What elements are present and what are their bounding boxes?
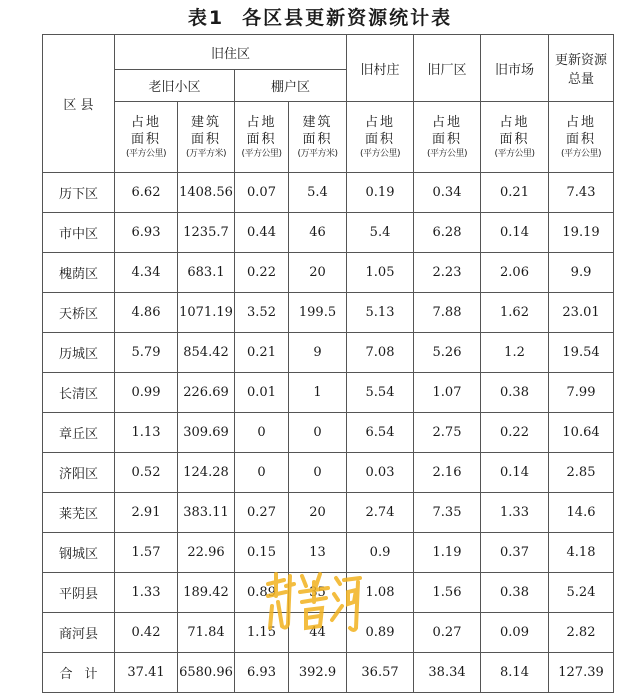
cell-c7: 1.62 bbox=[481, 293, 549, 333]
header-district: 区 县 bbox=[43, 35, 115, 173]
total-c1: 37.41 bbox=[115, 653, 178, 693]
district-name: 槐荫区 bbox=[43, 253, 115, 293]
cell-c7: 0.38 bbox=[481, 573, 549, 613]
cell-c7: 0.14 bbox=[481, 453, 549, 493]
cell-c1: 0.52 bbox=[115, 453, 178, 493]
cell-c8: 7.99 bbox=[549, 373, 614, 413]
cell-c6: 1.07 bbox=[414, 373, 481, 413]
table-row bbox=[43, 253, 614, 293]
cell-c2: 124.28 bbox=[178, 453, 235, 493]
table-row bbox=[43, 373, 614, 413]
cell-c7: 1.2 bbox=[481, 333, 549, 373]
cell-c3: 0 bbox=[235, 413, 289, 453]
table-row bbox=[43, 413, 614, 453]
total-label: 合计 bbox=[43, 653, 115, 693]
cell-c8: 9.9 bbox=[549, 253, 614, 293]
cell-c3: 0.15 bbox=[235, 533, 289, 573]
table-row bbox=[43, 173, 614, 213]
cell-c2: 1235.7 bbox=[178, 213, 235, 253]
cell-c3: 0.01 bbox=[235, 373, 289, 413]
district-name: 长清区 bbox=[43, 373, 115, 413]
subheader-4 bbox=[289, 102, 347, 173]
cell-c7: 0.38 bbox=[481, 373, 549, 413]
cell-c5: 0.89 bbox=[347, 613, 414, 653]
cell-c4: 199.5 bbox=[289, 293, 347, 333]
subheader-label: 占地面积 bbox=[131, 114, 162, 147]
cell-c4: 0 bbox=[289, 453, 347, 493]
subheader-unit: (平方公里) bbox=[561, 148, 602, 159]
cell-c1: 5.79 bbox=[115, 333, 178, 373]
cell-c4: 9 bbox=[289, 333, 347, 373]
subheader-2 bbox=[178, 102, 235, 173]
total-c3: 6.93 bbox=[235, 653, 289, 693]
cell-c2: 226.69 bbox=[178, 373, 235, 413]
cell-c8: 2.85 bbox=[549, 453, 614, 493]
header-old-community: 老旧小区 bbox=[115, 70, 235, 102]
cell-c3: 0 bbox=[235, 453, 289, 493]
table-row bbox=[43, 333, 614, 373]
cell-c4: 46 bbox=[289, 213, 347, 253]
cell-c6: 7.35 bbox=[414, 493, 481, 533]
cell-c2: 1408.56 bbox=[178, 173, 235, 213]
subheader-5 bbox=[347, 102, 414, 173]
cell-c1: 6.93 bbox=[115, 213, 178, 253]
cell-c8: 14.6 bbox=[549, 493, 614, 533]
district-name: 历下区 bbox=[43, 173, 115, 213]
total-c5: 36.57 bbox=[347, 653, 414, 693]
cell-c4: 35 bbox=[289, 573, 347, 613]
cell-c1: 1.57 bbox=[115, 533, 178, 573]
cell-c6: 1.56 bbox=[414, 573, 481, 613]
cell-c5: 2.74 bbox=[347, 493, 414, 533]
subheader-unit: (平方公里) bbox=[125, 148, 167, 159]
subheader-unit: (万平方米) bbox=[297, 148, 338, 159]
cell-c2: 1071.19 bbox=[178, 293, 235, 333]
table-row bbox=[43, 213, 614, 253]
cell-c1: 4.86 bbox=[115, 293, 178, 333]
total-c2: 6580.96 bbox=[178, 653, 235, 693]
table-row bbox=[43, 613, 614, 653]
subheader-label: 占地面积 bbox=[566, 114, 597, 147]
district-name: 莱芜区 bbox=[43, 493, 115, 533]
subheader-unit: (平方公里) bbox=[427, 148, 468, 159]
cell-c7: 1.33 bbox=[481, 493, 549, 533]
subheader-label: 占地面积 bbox=[432, 114, 463, 147]
subheader-7 bbox=[481, 102, 549, 173]
subheader-label: 占地面积 bbox=[365, 114, 396, 147]
cell-c2: 854.42 bbox=[178, 333, 235, 373]
cell-c7: 0.37 bbox=[481, 533, 549, 573]
district-name: 章丘区 bbox=[43, 413, 115, 453]
cell-c5: 1.08 bbox=[347, 573, 414, 613]
subheader-unit: (平方公里) bbox=[494, 148, 535, 159]
cell-c4: 20 bbox=[289, 253, 347, 293]
table-row bbox=[43, 293, 614, 333]
total-row bbox=[43, 653, 614, 693]
cell-c5: 1.05 bbox=[347, 253, 414, 293]
cell-c4: 1 bbox=[289, 373, 347, 413]
header-total-resource: 更新资源总量 bbox=[549, 35, 614, 102]
cell-c6: 6.28 bbox=[414, 213, 481, 253]
cell-c6: 0.27 bbox=[414, 613, 481, 653]
subheader-3 bbox=[235, 102, 289, 173]
cell-c1: 2.91 bbox=[115, 493, 178, 533]
cell-c8: 2.82 bbox=[549, 613, 614, 653]
cell-c3: 0.07 bbox=[235, 173, 289, 213]
total-c4: 392.9 bbox=[289, 653, 347, 693]
cell-c1: 6.62 bbox=[115, 173, 178, 213]
table-number: 表1 bbox=[187, 7, 225, 29]
subheader-unit: (平方公里) bbox=[360, 148, 401, 159]
district-name: 市中区 bbox=[43, 213, 115, 253]
table-body bbox=[43, 173, 614, 693]
cell-c6: 0.34 bbox=[414, 173, 481, 213]
cell-c6: 5.26 bbox=[414, 333, 481, 373]
cell-c1: 0.99 bbox=[115, 373, 178, 413]
subheader-1 bbox=[115, 102, 178, 173]
cell-c2: 309.69 bbox=[178, 413, 235, 453]
table-row bbox=[43, 453, 614, 493]
cell-c8: 7.43 bbox=[549, 173, 614, 213]
cell-c1: 1.33 bbox=[115, 573, 178, 613]
cell-c3: 0.21 bbox=[235, 333, 289, 373]
table-row bbox=[43, 533, 614, 573]
district-name: 天桥区 bbox=[43, 293, 115, 333]
cell-c6: 2.75 bbox=[414, 413, 481, 453]
cell-c7: 0.14 bbox=[481, 213, 549, 253]
cell-c8: 23.01 bbox=[549, 293, 614, 333]
subheader-unit: (平方公里) bbox=[241, 148, 282, 159]
subheader-6 bbox=[414, 102, 481, 173]
cell-c6: 7.88 bbox=[414, 293, 481, 333]
cell-c5: 0.9 bbox=[347, 533, 414, 573]
district-name: 商河县 bbox=[43, 613, 115, 653]
cell-c1: 4.34 bbox=[115, 253, 178, 293]
cell-c3: 0.44 bbox=[235, 213, 289, 253]
cell-c4: 5.4 bbox=[289, 173, 347, 213]
cell-c3: 3.52 bbox=[235, 293, 289, 333]
cell-c2: 189.42 bbox=[178, 573, 235, 613]
subheader-label: 建筑面积 bbox=[302, 114, 333, 147]
header-old-residential: 旧住区 bbox=[115, 35, 347, 70]
resource-table bbox=[42, 34, 614, 693]
cell-c4: 0 bbox=[289, 413, 347, 453]
header-old-factory: 旧厂区 bbox=[414, 35, 481, 102]
cell-c5: 5.13 bbox=[347, 293, 414, 333]
district-name: 历城区 bbox=[43, 333, 115, 373]
subheader-label: 占地面积 bbox=[499, 114, 530, 147]
cell-c2: 22.96 bbox=[178, 533, 235, 573]
cell-c4: 13 bbox=[289, 533, 347, 573]
subheader-label: 建筑面积 bbox=[191, 114, 222, 147]
subheader-unit: (万平方米) bbox=[185, 148, 227, 159]
total-c6: 38.34 bbox=[414, 653, 481, 693]
cell-c8: 19.19 bbox=[549, 213, 614, 253]
cell-c3: 0.22 bbox=[235, 253, 289, 293]
district-name: 济阳区 bbox=[43, 453, 115, 493]
cell-c5: 0.03 bbox=[347, 453, 414, 493]
total-c8: 127.39 bbox=[549, 653, 614, 693]
cell-c5: 6.54 bbox=[347, 413, 414, 453]
cell-c7: 0.09 bbox=[481, 613, 549, 653]
district-name: 平阴县 bbox=[43, 573, 115, 613]
cell-c6: 1.19 bbox=[414, 533, 481, 573]
cell-c3: 0.27 bbox=[235, 493, 289, 533]
subheader-8 bbox=[549, 102, 614, 173]
cell-c4: 20 bbox=[289, 493, 347, 533]
cell-c7: 2.06 bbox=[481, 253, 549, 293]
table-title-text: 各区县更新资源统计表 bbox=[242, 7, 453, 29]
cell-c5: 7.08 bbox=[347, 333, 414, 373]
cell-c3: 0.89 bbox=[235, 573, 289, 613]
cell-c2: 683.1 bbox=[178, 253, 235, 293]
cell-c5: 0.19 bbox=[347, 173, 414, 213]
cell-c8: 19.54 bbox=[549, 333, 614, 373]
cell-c7: 0.22 bbox=[481, 413, 549, 453]
cell-c6: 2.16 bbox=[414, 453, 481, 493]
cell-c2: 71.84 bbox=[178, 613, 235, 653]
district-name: 钢城区 bbox=[43, 533, 115, 573]
cell-c5: 5.54 bbox=[347, 373, 414, 413]
cell-c5: 5.4 bbox=[347, 213, 414, 253]
cell-c7: 0.21 bbox=[481, 173, 549, 213]
cell-c6: 2.23 bbox=[414, 253, 481, 293]
table-title bbox=[0, 4, 640, 32]
total-c7: 8.14 bbox=[481, 653, 549, 693]
header-old-village: 旧村庄 bbox=[347, 35, 414, 102]
cell-c3: 1.15 bbox=[235, 613, 289, 653]
cell-c8: 10.64 bbox=[549, 413, 614, 453]
cell-c8: 5.24 bbox=[549, 573, 614, 613]
table-row bbox=[43, 493, 614, 533]
table-row bbox=[43, 573, 614, 613]
cell-c2: 383.11 bbox=[178, 493, 235, 533]
header-old-market: 旧市场 bbox=[481, 35, 549, 102]
cell-c8: 4.18 bbox=[549, 533, 614, 573]
header-shanty: 棚户区 bbox=[235, 70, 347, 102]
cell-c4: 44 bbox=[289, 613, 347, 653]
cell-c1: 1.13 bbox=[115, 413, 178, 453]
subheader-label: 占地面积 bbox=[246, 114, 277, 147]
cell-c1: 0.42 bbox=[115, 613, 178, 653]
